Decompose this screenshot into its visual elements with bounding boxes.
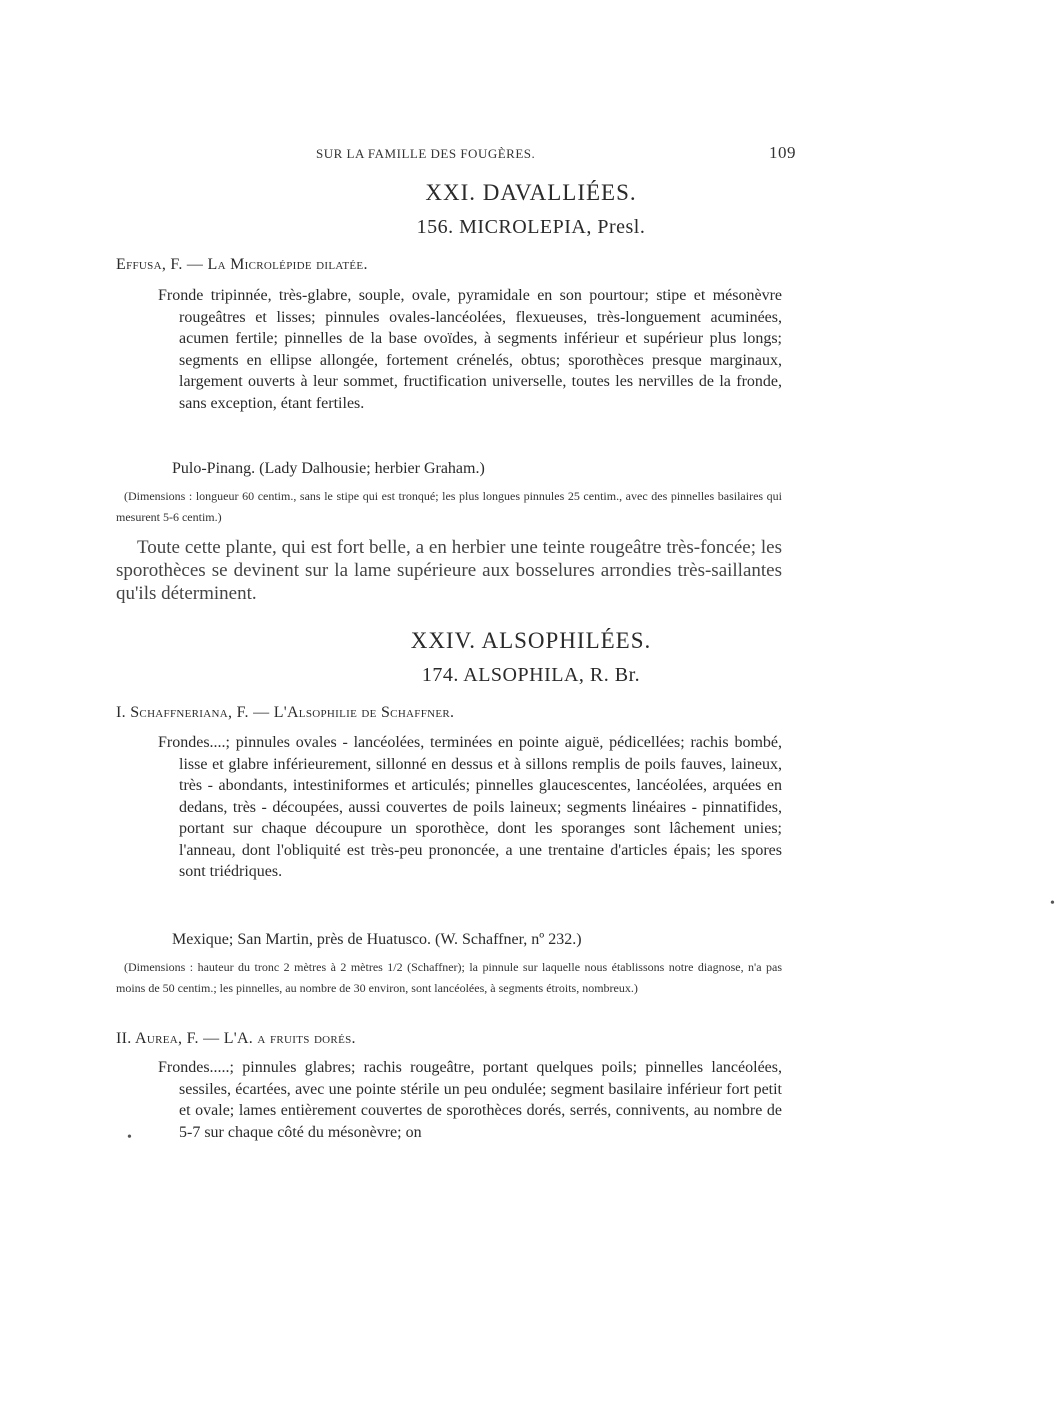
species-heading-schaffneriana: I. Schaffneriana, F. — L'Alsophilie de Schaffner.	[116, 704, 455, 721]
margin-mark: •	[1050, 896, 1055, 911]
page-number: 109	[769, 143, 796, 162]
species-dimensions-effusa: (Dimensions : longueur 60 centim., sans le stipe qui est tronqué; les plus longues pinnules 25 centim., avec des pinnelles basilaires qui mesurent 5-6 centim.)	[116, 489, 782, 524]
species-dimensions-schaffneriana: (Dimensions : hauteur du tronc 2 mètres à 2 mètres 1/2 (Schaffner); la pinnule sur laquelle nous établissons notre diagnose, n'a pas moins de 50 centim.; les pinnelles, au nombre de 30 environ, sont lancéolées, à segments étroits, nombreux.)	[116, 960, 782, 995]
running-title: SUR LA FAMILLE DES FOUGÈRES.	[316, 146, 536, 161]
species-locality-effusa: Pulo-Pinang. (Lady Dalhousie; herbier Graham.)	[172, 460, 485, 477]
genus-heading-microlepia: 156. MICROLEPIA, Presl.	[416, 216, 646, 238]
species-description-effusa: Fronde tripinnée, très-glabre, souple, ovale, pyramidale en son pourtour; stipe et mésonèvre rougeâtres et lisses; pinnules ovales-lancéolées, flexueuses, très-longuement acuminées, acumen fertile; pinnelles de la base ovoïdes, à segments inférieur et supérieur plus longs; segments en ellipse allongée, fortement crénelés, obtus; sporothèces presque marginaux, largement ouverts à leur sommet, fructification universelle, toutes les nervilles de la fronde, sans exception, étant fertiles.	[158, 287, 782, 412]
margin-dot: •	[127, 1130, 132, 1145]
species-heading-effusa: Effusa, F. — La Microlépide dilatée.	[116, 256, 368, 273]
family-heading-davalliees: XXI. DAVALLIÉES.	[425, 180, 637, 205]
species-description-aurea: Frondes.....; pinnules glabres; rachis rougeâtre, portant quelques poils; pinnelles lancéolées, sessiles, écartées, avec une pointe stérile un peu ondulée; segment basilaire inférieur fort petit et ovale; lames entièrement couvertes de sporothèces dorés, serrés, connivents, au nombre de 5-7 sur chaque côté du mésonèvre; on	[158, 1059, 782, 1141]
species-remark-effusa: Toute cette plante, qui est fort belle, a en herbier une teinte rougeâtre très-foncée; les sporothèces se devinent sur la lame supérieure aux bosselures arrondies très-saillantes qu'ils déterminent.	[116, 537, 782, 604]
species-description-schaffneriana: Frondes....; pinnules ovales - lancéolées, terminées en pointe aiguë, pédicellées; rachis bombé, lisse et glabre inférieurement, sillonné en dessus et à sillons remplis de poils fauves, laineux, très - abondants, intestiniformes et articulés; pinnelles glaucescentes, lancéolées, arquées en dedans, très - découpées, aussi couvertes de poils laineux; segments linéaires - pinnatifides, portant sur chaque découpure un sporothèce, dont les sporanges sont lâchement unies; l'anneau, dont l'obliquité est très-peu prononcée, a une trentaine d'articles épais; les spores sont triédriques.	[158, 734, 782, 880]
species-heading-aurea: II. Aurea, F. — L'A. a fruits dorés.	[116, 1030, 356, 1047]
family-heading-alsophilees: XXIV. ALSOPHILÉES.	[410, 628, 652, 653]
genus-heading-alsophila: 174. ALSOPHILA, R. Br.	[421, 664, 641, 686]
species-locality-schaffneriana: Mexique; San Martin, près de Huatusco. (W. Schaffner, nº 232.)	[172, 931, 582, 948]
